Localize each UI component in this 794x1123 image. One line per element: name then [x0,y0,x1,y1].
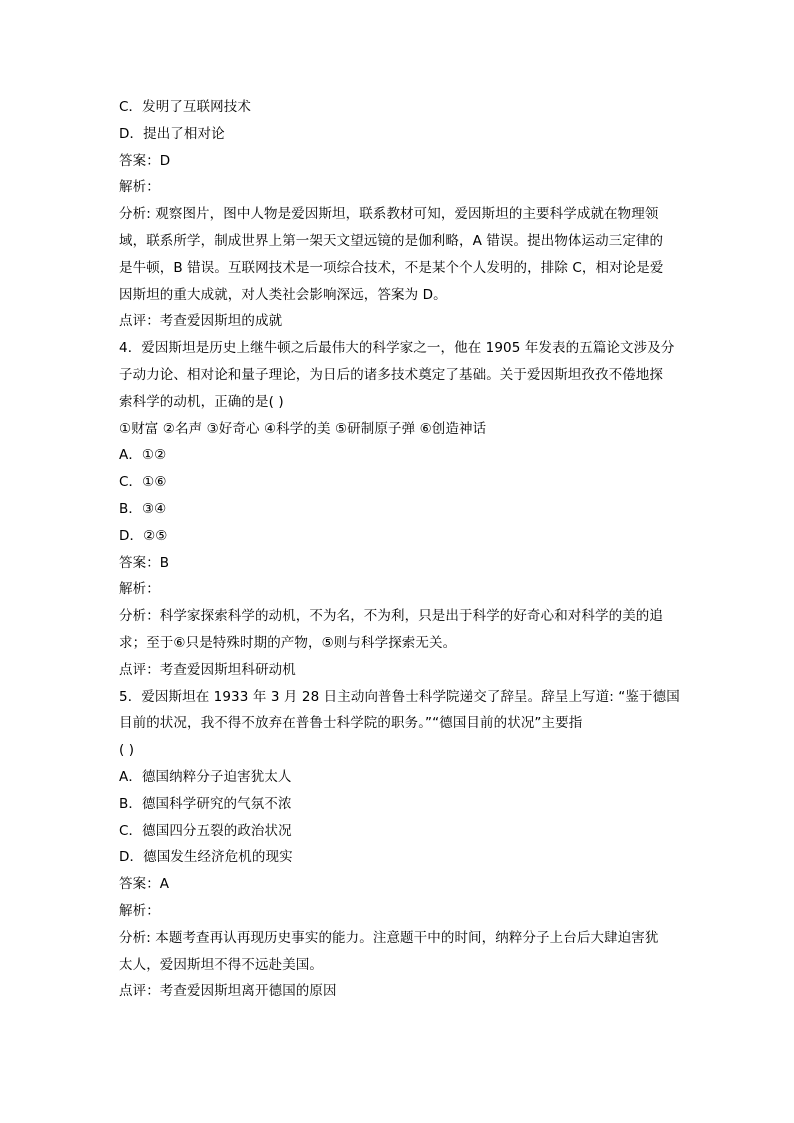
document-page [119,94,679,1005]
q5-stem-line: 5．爱因斯坦在 1933 年 3 月 28 日主动向普鲁士科学院递交了辞呈。辞呈上写道: “鉴于德国 [119,688,680,705]
q5-option-c: C．德国四分五裂的政治状况 [119,822,292,839]
q5-analysis-line: 分析: 本题考查再认再现历史事实的能力。注意题干中的时间，纳粹分子上台后大肆迫害犹 [119,929,659,946]
q4-analysis-line: 求；至于⑥只是特殊时期的产物，⑤则与科学探索无关。 [119,634,457,651]
q3-analysis-line: 是牛顿，B 错误。互联网技术是一项综合技术，不是某个个人发明的，排除 C，相对论是爱 [119,259,664,276]
q3-option-d: D．提出了相对论 [119,125,225,142]
q5-option-a: A．德国纳粹分子迫害犹太人 [119,768,292,785]
q5-analysis-label: 解析： [119,902,160,919]
q4-analysis-label: 解析： [119,581,160,598]
q5-option-b: B．德国科学研究的气氛不浓 [119,795,292,812]
q5-option-d: D．德国发生经济危机的现实 [119,849,293,866]
q3-analysis-line: 因斯坦的重大成就，对人类社会影响深远，答案为 D。 [119,286,447,303]
q4-answer: 答案：B [119,554,170,571]
q3-answer: 答案：D [119,152,171,169]
q4-stem-line: 子动力论、相对论和量子理论，为日后的诸多技术奠定了基础。关于爱因斯坦孜孜不倦地探 [119,366,663,383]
q3-analysis-line: 域，联系所学，制成世界上第一架天文望远镜的是伽利略，A 错误。提出物体运动三定律的 [119,232,664,249]
q3-analysis-line: 分析: 观察图片，图中人物是爱因斯坦，联系教材可知，爱因斯坦的主要科学成就在物理领 [119,206,659,223]
q5-comment: 点评：考查爱因斯坦离开德国的原因 [119,983,337,1000]
q4-comment: 点评：考查爱因斯坦科研动机 [119,661,296,678]
q4-option-c: C．①⑥ [119,474,167,491]
q3-analysis-label: 解析： [119,179,160,196]
q4-option-d: D．②⑤ [119,527,168,544]
q5-analysis-line: 太人，爱因斯坦不得不远赴美国。 [119,956,323,973]
q5-stem-line: ( ) [119,742,135,759]
q4-option-b: B．③④ [119,500,167,517]
q4-stem-line: 4．爱因斯坦是历史上继牛顿之后最伟大的科学家之一，他在 1905 年发表的五篇论文涉及分 [119,340,675,357]
q3-option-c: C．发明了互联网技术 [119,99,251,115]
q4-stem-line: 索科学的动机，正确的是( ) [119,393,284,410]
q3-comment: 点评：考查爱因斯坦的成就 [119,313,283,330]
q4-items: ①财富 ②名声 ③好奇心 ④科学的美 ⑤研制原子弹 ⑥创造神话 [119,420,487,437]
q5-answer: 答案：A [119,876,170,893]
q4-option-a: A．①② [119,447,167,464]
q5-stem-line: 目前的状况，我不得不放弃在普鲁士科学院的职务。”“德国目前的状况”主要指 [119,715,583,732]
q4-analysis-line: 分析：科学家探索科学的动机，不为名，不为利，只是出于科学的好奇心和对科学的美的追 [119,608,663,625]
